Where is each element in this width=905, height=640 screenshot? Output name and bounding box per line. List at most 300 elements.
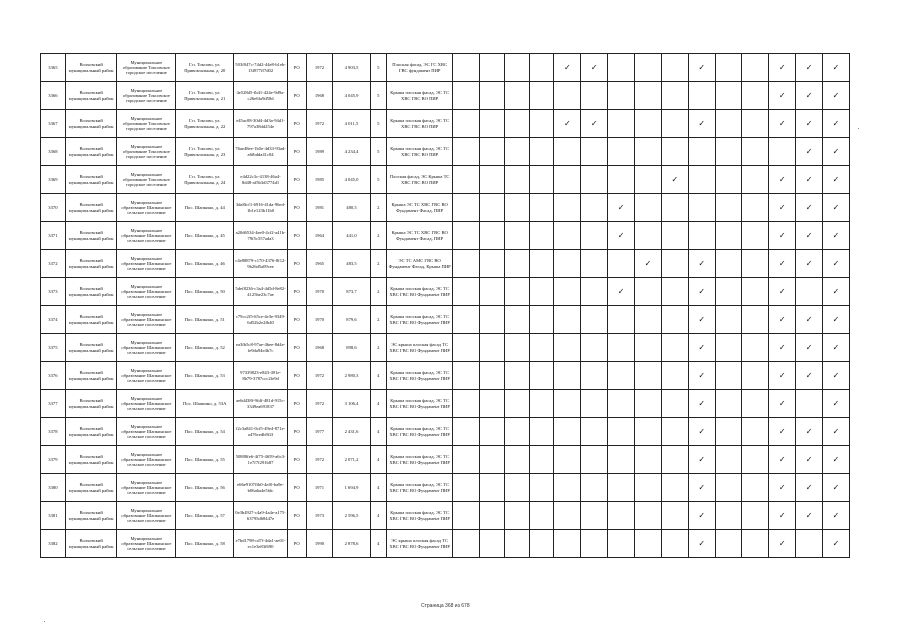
check-mark-icon: ✓ xyxy=(805,118,813,128)
owner-cell: Муниципальное образование Токсовское городское поселение xyxy=(117,110,176,138)
check-cell xyxy=(608,110,635,138)
year-cell: 1965 xyxy=(306,250,333,278)
address-cell: Г.п. Токсово, ул. Привокзальная, д. 21 xyxy=(176,82,234,110)
check-cell xyxy=(529,502,554,530)
floors-cell: 2 xyxy=(370,278,387,306)
check-cell xyxy=(769,138,796,166)
area-cell: 2 071,2 xyxy=(333,446,370,474)
check-cell xyxy=(796,530,823,558)
check-cell xyxy=(688,110,715,138)
check-cell xyxy=(480,166,505,194)
check-cell xyxy=(661,222,688,250)
district-cell: Волховский муниципальный район xyxy=(65,250,117,278)
check-cell xyxy=(742,194,769,222)
check-cell xyxy=(796,390,823,418)
owner-cell: Муниципальное образование Шапкинское сельское поселение xyxy=(117,194,176,222)
check-cell xyxy=(480,110,505,138)
row-number: 3378 xyxy=(41,418,66,446)
check-cell xyxy=(453,138,480,166)
check-cell xyxy=(715,110,742,138)
check-cell xyxy=(504,446,529,474)
check-cell xyxy=(554,54,581,82)
check-mark-icon: ✓ xyxy=(698,62,706,72)
check-cell xyxy=(661,334,688,362)
check-cell xyxy=(661,530,688,558)
check-cell xyxy=(688,222,715,250)
works-cell: Крыша плоская фасад, ЭС ТС ХВС ГВС ВО ПИР xyxy=(387,110,453,138)
check-cell xyxy=(504,362,529,390)
check-cell xyxy=(529,82,554,110)
check-cell xyxy=(769,362,796,390)
address-cell: Пос. Шапкино, д. 50 xyxy=(176,278,234,306)
district-cell: Волховский муниципальный район xyxy=(65,530,117,558)
check-cell xyxy=(688,418,715,446)
row-number: 3369 xyxy=(41,166,66,194)
check-cell xyxy=(480,418,505,446)
check-cell xyxy=(480,530,505,558)
table-row xyxy=(41,250,850,278)
row-number: 3368 xyxy=(41,138,66,166)
check-cell xyxy=(742,362,769,390)
check-cell xyxy=(480,306,505,334)
check-mark-icon: ✓ xyxy=(698,258,706,268)
district-cell: Волховский муниципальный район xyxy=(65,278,117,306)
check-cell xyxy=(688,194,715,222)
check-cell xyxy=(608,474,635,502)
floors-cell: 4 xyxy=(370,418,387,446)
check-cell xyxy=(608,194,635,222)
check-mark-icon: ✓ xyxy=(805,426,813,436)
area-cell: 2 878,6 xyxy=(333,530,370,558)
table-row xyxy=(41,222,850,250)
check-cell xyxy=(480,390,505,418)
check-cell xyxy=(554,474,581,502)
check-cell xyxy=(581,138,608,166)
check-cell xyxy=(661,54,688,82)
works-cell: Крыша плоская фасад, ЭС ТС ХВС ГВС ВО Фундамент ПИР xyxy=(387,306,453,334)
kind-cell: РО xyxy=(287,390,306,418)
row-number: 3376 xyxy=(41,362,66,390)
check-cell xyxy=(504,334,529,362)
check-cell xyxy=(554,250,581,278)
check-cell xyxy=(554,530,581,558)
year-cell: 1972 xyxy=(306,54,333,82)
check-mark-icon: ✓ xyxy=(805,510,813,520)
year-cell: 1971 xyxy=(306,474,333,502)
check-cell xyxy=(453,502,480,530)
check-cell xyxy=(581,82,608,110)
check-mark-icon: ✓ xyxy=(832,342,840,352)
check-cell xyxy=(742,530,769,558)
district-cell: Волховский муниципальный район xyxy=(65,390,117,418)
check-cell xyxy=(529,222,554,250)
check-mark-icon: ✓ xyxy=(617,286,625,296)
check-mark-icon: ✓ xyxy=(698,482,706,492)
check-cell xyxy=(529,250,554,278)
object-code-cell: 503f047c-74d2-44e8-b1eb-13f877ff7d02 xyxy=(234,54,288,82)
floors-cell: 5 xyxy=(370,82,387,110)
check-cell xyxy=(769,306,796,334)
district-cell: Волховский муниципальный район xyxy=(65,446,117,474)
check-cell xyxy=(453,530,480,558)
kind-cell: РО xyxy=(287,110,306,138)
check-cell xyxy=(823,82,850,110)
owner-cell: Муниципальное образование Шапкинское сельское поселение xyxy=(117,446,176,474)
check-cell xyxy=(742,250,769,278)
check-cell xyxy=(529,194,554,222)
check-cell xyxy=(661,474,688,502)
check-cell xyxy=(635,446,662,474)
floors-cell: 4 xyxy=(370,362,387,390)
check-mark-icon: ✓ xyxy=(778,118,786,128)
check-cell xyxy=(661,194,688,222)
check-mark-icon: ✓ xyxy=(778,314,786,324)
check-cell xyxy=(635,166,662,194)
district-cell: Волховский муниципальный район xyxy=(65,110,117,138)
check-cell xyxy=(661,138,688,166)
area-cell: 4 234,4 xyxy=(333,138,370,166)
check-cell xyxy=(529,306,554,334)
check-mark-icon: ✓ xyxy=(805,454,813,464)
check-cell xyxy=(796,362,823,390)
owner-cell: Муниципальное образование Шапкинское сельское поселение xyxy=(117,502,176,530)
owner-cell: Муниципальное образование Шапкинское сельское поселение xyxy=(117,474,176,502)
check-cell xyxy=(529,418,554,446)
check-cell xyxy=(715,138,742,166)
check-mark-icon: ✓ xyxy=(832,90,840,100)
district-cell: Волховский муниципальный район xyxy=(65,138,117,166)
table-row xyxy=(41,362,850,390)
works-cell: Крыша плоская фасад, ЭС ТС ХВС ГВС ВО ПИР xyxy=(387,82,453,110)
table-row xyxy=(41,502,850,530)
row-number: 3379 xyxy=(41,446,66,474)
check-cell xyxy=(769,54,796,82)
table-body xyxy=(41,54,850,558)
district-cell: Волховский муниципальный район xyxy=(65,54,117,82)
check-mark-icon: ✓ xyxy=(832,62,840,72)
check-cell xyxy=(504,194,529,222)
district-cell: Волховский муниципальный район xyxy=(65,194,117,222)
check-cell xyxy=(823,334,850,362)
check-cell xyxy=(796,446,823,474)
check-cell xyxy=(715,306,742,334)
check-cell xyxy=(769,250,796,278)
address-cell: Пос. Шапкино, д. 57 xyxy=(176,502,234,530)
check-cell xyxy=(453,362,480,390)
check-cell xyxy=(715,502,742,530)
year-cell: 1970 xyxy=(306,306,333,334)
row-number: 3372 xyxy=(41,250,66,278)
check-cell xyxy=(554,306,581,334)
object-code-cell: e7bd1798-cd7f-4da1-ae01-ec1e3e83f690 xyxy=(234,530,288,558)
check-cell xyxy=(529,474,554,502)
check-cell xyxy=(504,530,529,558)
check-mark-icon: ✓ xyxy=(805,174,813,184)
check-mark-icon: ✓ xyxy=(805,90,813,100)
address-cell: Пос. Шапкино, д. 53А xyxy=(176,390,234,418)
check-cell xyxy=(823,278,850,306)
check-cell xyxy=(715,278,742,306)
check-cell xyxy=(480,138,505,166)
check-mark-icon: ✓ xyxy=(698,314,706,324)
check-cell xyxy=(742,502,769,530)
area-cell: 483,5 xyxy=(333,250,370,278)
check-mark-icon: ✓ xyxy=(805,230,813,240)
check-mark-icon: ✓ xyxy=(644,258,652,268)
check-cell xyxy=(480,334,505,362)
address-cell: Пос. Шапкино, д. 45 xyxy=(176,222,234,250)
check-mark-icon: ✓ xyxy=(832,258,840,268)
table-row xyxy=(41,82,850,110)
check-cell xyxy=(796,138,823,166)
check-mark-icon: ✓ xyxy=(698,342,706,352)
check-mark-icon: ✓ xyxy=(832,538,840,548)
check-cell xyxy=(796,278,823,306)
check-cell xyxy=(823,502,850,530)
check-cell xyxy=(661,418,688,446)
address-cell: Г.п. Токсово, ул. Привокзальная, д. 24 xyxy=(176,166,234,194)
check-mark-icon: ✓ xyxy=(832,118,840,128)
check-cell xyxy=(715,54,742,82)
check-cell xyxy=(453,334,480,362)
object-code-cell: ea3fb5c8-97ae-4bee-8d4e-fe9da94e4b7c xyxy=(234,334,288,362)
check-cell xyxy=(608,138,635,166)
check-cell xyxy=(504,222,529,250)
check-cell xyxy=(504,390,529,418)
object-code-cell: 3da8fcf1-6916-41da-96ed-1b1e123b11b0 xyxy=(234,194,288,222)
check-cell xyxy=(480,278,505,306)
row-number: 3366 xyxy=(41,82,66,110)
check-mark-icon: ✓ xyxy=(832,174,840,184)
check-cell xyxy=(635,418,662,446)
works-cell: Крыша ЭС ТС ХВС ГВС ВО Фундамент Фасад, ПИР xyxy=(387,222,453,250)
owner-cell: Муниципальное образование Шапкинское сельское поселение xyxy=(117,418,176,446)
kind-cell: РО xyxy=(287,166,306,194)
check-cell xyxy=(504,418,529,446)
address-cell: Пос. Шапкино, д. 52 xyxy=(176,334,234,362)
check-cell xyxy=(635,306,662,334)
check-mark-icon: ✓ xyxy=(832,454,840,464)
check-mark-icon: ✓ xyxy=(778,174,786,184)
check-cell xyxy=(529,362,554,390)
kind-cell: РО xyxy=(287,474,306,502)
object-code-cell: ae6d438f-9fdf-481d-915c-3349ea691837 xyxy=(234,390,288,418)
kind-cell: РО xyxy=(287,418,306,446)
check-mark-icon: ✓ xyxy=(832,482,840,492)
check-cell xyxy=(796,306,823,334)
year-cell: 1989 xyxy=(306,138,333,166)
check-cell xyxy=(715,418,742,446)
check-cell xyxy=(608,250,635,278)
check-mark-icon: ✓ xyxy=(590,118,598,128)
row-number: 3382 xyxy=(41,530,66,558)
address-cell: Г.п. Токсово, ул. Привокзальная, д. 20 xyxy=(176,54,234,82)
kind-cell: РО xyxy=(287,502,306,530)
check-cell xyxy=(581,110,608,138)
page-footer: Страница 368 из 678 xyxy=(421,603,470,609)
check-cell xyxy=(715,82,742,110)
check-mark-icon: ✓ xyxy=(805,314,813,324)
check-cell xyxy=(769,194,796,222)
check-cell xyxy=(608,222,635,250)
floors-cell: 4 xyxy=(370,446,387,474)
check-mark-icon: ✓ xyxy=(832,510,840,520)
object-code-cell: e4d22c3c-4138-46a4-8d48-af5b3d3774d1 xyxy=(234,166,288,194)
area-cell: 480,5 xyxy=(333,194,370,222)
check-mark-icon: ✓ xyxy=(832,370,840,380)
check-mark-icon: ✓ xyxy=(778,202,786,212)
check-cell xyxy=(453,250,480,278)
check-cell xyxy=(796,194,823,222)
area-cell: 2 596,5 xyxy=(333,502,370,530)
check-cell xyxy=(453,194,480,222)
check-cell xyxy=(453,446,480,474)
check-mark-icon: ✓ xyxy=(778,426,786,436)
object-code-cell: 97339823-e843-491e-8b79-3787ccc2fe9d xyxy=(234,362,288,390)
check-cell xyxy=(554,278,581,306)
check-cell xyxy=(554,446,581,474)
check-mark-icon: ✓ xyxy=(832,286,840,296)
scan-speck xyxy=(44,621,45,622)
year-cell: 1972 xyxy=(306,390,333,418)
check-cell xyxy=(453,390,480,418)
check-cell xyxy=(823,110,850,138)
check-cell xyxy=(688,502,715,530)
check-cell xyxy=(688,474,715,502)
check-cell xyxy=(581,278,608,306)
year-cell: 1970 xyxy=(306,278,333,306)
district-cell: Волховский муниципальный район xyxy=(65,222,117,250)
works-cell: ЭС крыша плоская фасад ТС ХВС ГВС ВО Фундамент ПИР xyxy=(387,530,453,558)
check-cell xyxy=(796,110,823,138)
owner-cell: Муниципальное образование Шапкинское сельское поселение xyxy=(117,390,176,418)
object-code-cell: 50808fe6-4f75-4659-a6c3-1e7f7f291b87 xyxy=(234,446,288,474)
address-cell: Пос. Шапкино, д. 55 xyxy=(176,446,234,474)
check-cell xyxy=(769,82,796,110)
table-row xyxy=(41,54,850,82)
table-row xyxy=(41,530,850,558)
check-cell xyxy=(635,334,662,362)
check-mark-icon: ✓ xyxy=(805,370,813,380)
check-cell xyxy=(480,446,505,474)
check-cell xyxy=(453,418,480,446)
check-cell xyxy=(823,390,850,418)
check-cell xyxy=(823,222,850,250)
check-mark-icon: ✓ xyxy=(698,118,706,128)
check-cell xyxy=(504,278,529,306)
check-cell xyxy=(635,250,662,278)
check-cell xyxy=(742,110,769,138)
check-mark-icon: ✓ xyxy=(805,202,813,212)
floors-cell: 4 xyxy=(370,390,387,418)
check-cell xyxy=(453,110,480,138)
object-code-cell: e45ac08-30d4-4d3a-94d1-797a38dd254e xyxy=(234,110,288,138)
check-cell xyxy=(688,390,715,418)
check-cell xyxy=(480,82,505,110)
check-cell xyxy=(661,250,688,278)
check-cell xyxy=(581,250,608,278)
check-cell xyxy=(581,474,608,502)
check-cell xyxy=(529,390,554,418)
check-cell xyxy=(661,306,688,334)
works-cell: Крыша плоская фасад, ЭС ТС ХВС ГВС ВО Фундамент ПИР xyxy=(387,474,453,502)
year-cell: 1968 xyxy=(306,82,333,110)
check-cell xyxy=(715,474,742,502)
check-cell xyxy=(453,306,480,334)
check-cell xyxy=(581,334,608,362)
area-cell: 2 431,6 xyxy=(333,418,370,446)
check-cell xyxy=(688,306,715,334)
check-cell xyxy=(769,502,796,530)
check-cell xyxy=(742,390,769,418)
check-mark-icon: ✓ xyxy=(698,426,706,436)
works-cell: Крыша плоская фасад, ЭС ТС ХВС ГВС ВО Фундамент ПИР xyxy=(387,390,453,418)
floors-cell: 2 xyxy=(370,250,387,278)
row-number: 3371 xyxy=(41,222,66,250)
owner-cell: Муниципальное образование Шапкинское сельское поселение xyxy=(117,530,176,558)
object-code-cell: e66e9107ffb0-4ef0-ba9e-b06a6a4e5fdc xyxy=(234,474,288,502)
check-cell xyxy=(608,82,635,110)
table-row xyxy=(41,446,850,474)
district-cell: Волховский муниципальный район xyxy=(65,166,117,194)
works-cell: Крыша плоская фасад, ЭС ТС ХВС ГВС ВО Фундамент ПИР xyxy=(387,418,453,446)
floors-cell: 4 xyxy=(370,530,387,558)
check-mark-icon: ✓ xyxy=(805,482,813,492)
check-cell xyxy=(453,222,480,250)
check-cell xyxy=(480,194,505,222)
check-cell xyxy=(742,54,769,82)
check-cell xyxy=(504,110,529,138)
check-cell xyxy=(608,446,635,474)
check-cell xyxy=(608,306,635,334)
check-mark-icon: ✓ xyxy=(778,62,786,72)
row-number: 3367 xyxy=(41,110,66,138)
check-cell xyxy=(769,166,796,194)
check-cell xyxy=(453,278,480,306)
check-cell xyxy=(796,502,823,530)
check-cell xyxy=(529,334,554,362)
check-cell xyxy=(581,418,608,446)
check-cell xyxy=(715,194,742,222)
check-cell xyxy=(823,530,850,558)
check-cell xyxy=(581,530,608,558)
works-cell: ЭС ТС АМС ГВС ВО Фундамент Фасад, Крыша ПИР xyxy=(387,250,453,278)
check-cell xyxy=(688,250,715,278)
check-cell xyxy=(769,530,796,558)
check-cell xyxy=(823,194,850,222)
check-cell xyxy=(453,474,480,502)
address-cell: Пос. Шапкино, д. 53 xyxy=(176,362,234,390)
check-cell xyxy=(529,138,554,166)
check-cell xyxy=(608,362,635,390)
table-row xyxy=(41,390,850,418)
year-cell: 1981 xyxy=(306,194,333,222)
area-cell: 3 106,4 xyxy=(333,390,370,418)
check-cell xyxy=(688,334,715,362)
check-cell xyxy=(635,110,662,138)
check-cell xyxy=(554,138,581,166)
check-mark-icon: ✓ xyxy=(617,202,625,212)
object-code-cell: f2c3a841-0cf5-49e4-871e-a476cedb9f2f xyxy=(234,418,288,446)
check-cell xyxy=(688,530,715,558)
object-code-cell: 4e528d5-fb41-424e-9d9a-c26e6fa9d58d xyxy=(234,82,288,110)
check-cell xyxy=(661,166,688,194)
year-cell: 1972 xyxy=(306,110,333,138)
row-number: 3381 xyxy=(41,502,66,530)
check-cell xyxy=(554,194,581,222)
check-cell xyxy=(823,306,850,334)
kind-cell: РО xyxy=(287,278,306,306)
